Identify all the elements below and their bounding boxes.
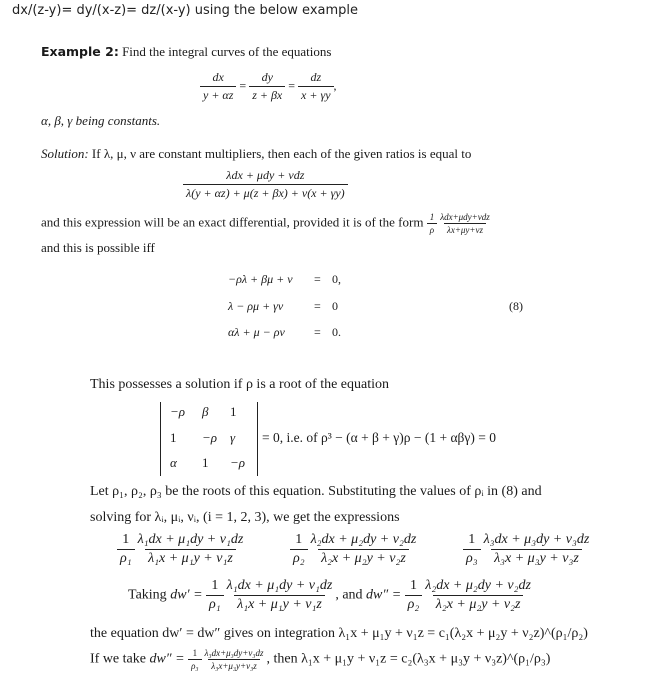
- taking-word: Taking: [128, 587, 167, 603]
- expression-2: [290, 532, 419, 567]
- system-eq-2: =: [314, 299, 321, 313]
- system-lhs-1: −ρλ + βμ + ν: [228, 272, 293, 286]
- example-label: Example 2:: [41, 44, 119, 59]
- multiplier-denominator: λ(y + αz) + μ(z + βx) + ν(x + γy): [183, 184, 348, 201]
- system-eq-3: =: [314, 325, 321, 339]
- possesses-text: This possesses a solution if ρ is a root of the equation: [90, 377, 390, 392]
- taking-pre-den-2: ρ₂: [405, 595, 423, 613]
- dw-dprime-label: dw″ =: [366, 587, 402, 603]
- exact-a-den: ρ: [427, 223, 437, 235]
- system-lhs-2: λ − ρμ + γν: [228, 299, 284, 313]
- possible-text: and this is possible iff: [41, 240, 155, 255]
- taking-pre-1: 1: [211, 578, 219, 593]
- expression-3: [463, 532, 592, 567]
- expr3-pre-den: ρ₃: [463, 549, 481, 567]
- multiplier-fraction: [183, 168, 348, 201]
- solving-line: solving for λᵢ, μᵢ, νᵢ, (i = 1, 2, 3), we get the expressions: [90, 510, 400, 525]
- small-num: λ₃dx+μ₃dy+ν₃dz: [204, 648, 264, 658]
- eq-den-3: x + γy: [298, 86, 333, 103]
- eq-num-3: dz: [310, 70, 322, 84]
- system-rhs-2: 0: [332, 299, 338, 313]
- eq-den-1: y + αz: [200, 86, 236, 103]
- system-rhs-3: 0.: [332, 325, 341, 339]
- dw-dprime-label-2: dw″ =: [149, 651, 185, 667]
- det-cell-3-3: −ρ: [230, 455, 246, 470]
- det-row-1: [170, 404, 237, 420]
- eq-sign-2: =: [288, 78, 296, 93]
- det-cell-2-1: 1: [170, 430, 177, 445]
- expr1-pre: 1: [122, 532, 130, 547]
- roots-line: Let ρ₁, ρ₂, ρ₃ be the roots of this equation. Substituting the values of ρᵢ in (8) and: [90, 484, 542, 499]
- system-lhs-3: αλ + μ − ρν: [228, 325, 285, 339]
- eq-num-1: dx: [212, 70, 224, 84]
- expr1-num: λ₁dx + μ₁dy + ν₁dz: [137, 532, 244, 547]
- eq-num-2: dy: [261, 70, 273, 84]
- expr2-num: λ₂dx + μ₂dy + ν₂dz: [310, 532, 417, 547]
- if-we-take-line: [90, 648, 550, 671]
- solution-line: [41, 146, 471, 162]
- det-row-2: [170, 430, 235, 446]
- det-cell-1-3: 1: [230, 404, 237, 419]
- taking-den-1: λ₁x + μ₁y + ν₁z: [234, 595, 325, 613]
- system-eq-1: =: [314, 272, 321, 286]
- det-cell-3-2: 1: [202, 455, 209, 470]
- integration-line: the equation dw′ = dw″ gives on integration λ₁x + μ₁y + ν₁z = c₁(λ₂x + μ₂y + ν₂z)^(ρ₁/ρ₂): [90, 626, 588, 641]
- expr3-num: λ₃dx + μ₃dy + ν₃dz: [483, 532, 590, 547]
- constants-note: α, β, γ being constants.: [41, 113, 161, 128]
- eq-den-2: z + βx: [249, 86, 285, 103]
- exact-b-num: λdx+μdy+νdz: [440, 212, 490, 222]
- eq-sign-1: =: [239, 78, 247, 93]
- system-row-1: [228, 272, 341, 287]
- question-text: dx/(z-y)= dy/(x-z)= dz/(x-y) using the below example: [12, 3, 359, 18]
- example-heading: [41, 44, 331, 60]
- if-we-take-word: If we take: [90, 651, 146, 667]
- expr2-pre: 1: [295, 532, 303, 547]
- expr2-pre-den: ρ₂: [290, 549, 308, 567]
- expr1-pre-den: ρ₁: [117, 549, 135, 567]
- dw-prime-label: dw′ =: [170, 587, 203, 603]
- det-cell-3-1: α: [170, 455, 177, 470]
- taking-num-1: λ₁dx + μ₁dy + ν₁dz: [226, 578, 333, 593]
- exact-b-den: λx+μy+νz: [444, 223, 486, 235]
- det-row-3: [170, 455, 245, 471]
- example-equation: [200, 70, 337, 103]
- taking-pre-2: 1: [409, 578, 417, 593]
- solution-label: Solution:: [41, 146, 89, 161]
- example-text: Find the integral curves of the equations: [122, 44, 332, 59]
- taking-pre-den-1: ρ₁: [206, 595, 224, 613]
- taking-num-2: λ₂dx + μ₂dy + ν₂dz: [425, 578, 531, 593]
- det-cell-2-2: −ρ: [202, 430, 218, 445]
- det-cell-1-1: −ρ: [170, 404, 186, 419]
- det-cell-1-2: β: [202, 404, 209, 419]
- expr2-den: λ₂x + μ₂y + ν₂z: [318, 549, 409, 567]
- multiplier-numerator: λdx + μdy + νdz: [226, 168, 305, 182]
- expr1-den: λ₁x + μ₁y + ν₁z: [145, 549, 236, 567]
- system-row-2: [228, 299, 338, 314]
- small-pre: 1: [192, 648, 198, 658]
- determinant-equation: = 0, i.e. of ρ³ − (α + β + γ)ρ − (1 + αβγ) = 0: [262, 430, 496, 445]
- system-row-3: [228, 325, 341, 340]
- expression-1: [117, 532, 246, 567]
- solution-text: If λ, μ, ν are constant multipliers, then each of the given ratios is equal to: [91, 146, 472, 161]
- and-word: , and: [335, 587, 363, 603]
- exact-text: and this expression will be an exact differential, provided it is of the form: [41, 214, 424, 230]
- expr3-den: λ₃x + μ₃y + ν₃z: [491, 549, 582, 567]
- taking-den-2: λ₂x + μ₂y + ν₂z: [433, 595, 524, 613]
- taking-line: [128, 578, 534, 613]
- det-cell-2-3: γ: [230, 430, 236, 445]
- exact-line: [41, 212, 493, 235]
- system-rhs-1: 0,: [332, 272, 341, 286]
- small-den: λ₃x+μ₃y+ν₃z: [208, 659, 259, 671]
- eq-trail: ,: [333, 78, 337, 93]
- equation-number: (8): [509, 299, 523, 313]
- then-line: , then λ₁x + μ₁y + ν₁z = c₂(λ₃x + μ₃y + ν₃z)^(ρ₁/ρ₃): [266, 651, 551, 667]
- expr3-pre: 1: [468, 532, 476, 547]
- small-pre-den: ρ₃: [188, 659, 201, 671]
- exact-a-num: 1: [429, 212, 435, 222]
